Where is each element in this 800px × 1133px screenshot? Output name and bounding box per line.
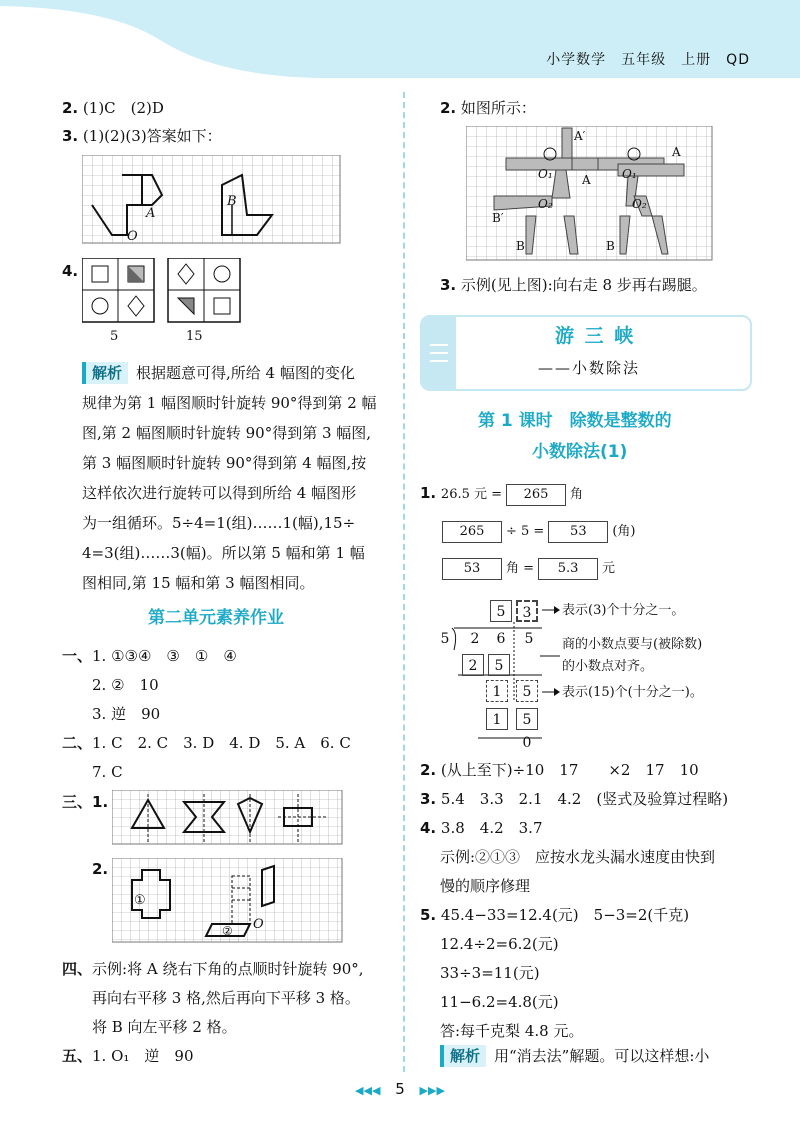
- div-sub2-1: 1: [486, 708, 508, 730]
- p2: 2. (从上至下)÷10 17 ×2 17 10: [420, 761, 699, 779]
- fig-label-o2-left: O₂: [538, 197, 553, 211]
- p1-box-265b: 265: [442, 521, 502, 543]
- p4-line-3: 慢的顺序修理: [440, 877, 531, 895]
- p5-line-2: 12.4÷2=6.2(元): [440, 935, 559, 953]
- right-analysis: 解析 用“消去法”解题。可以这样想:小: [440, 1045, 709, 1067]
- left-q4: 4.: [62, 262, 79, 280]
- long-division: [430, 598, 760, 751]
- footer-right-arrows: ▶▶▶: [419, 1084, 445, 1097]
- s3-q1-grid: [112, 790, 344, 850]
- s4-line-3: 将 B 向左平移 2 格。: [92, 1018, 237, 1036]
- div-sub1-2: 2: [462, 654, 484, 676]
- s4-line-1: 四、示例:将 A 绕右下角的点顺时针旋转 90°,: [62, 960, 364, 978]
- s1-line-2: 2. ② 10: [92, 676, 159, 694]
- title-box-tab: [422, 317, 456, 389]
- div-note-1: 表示(3)个十分之一。: [562, 603, 685, 618]
- lesson-main-title: 游 三 峡: [555, 325, 636, 347]
- fig-label-o1-left: O₁: [538, 167, 553, 181]
- lesson-sub-title: ——小数除法: [538, 359, 641, 377]
- page-header: [0, 0, 800, 80]
- div-dividend-5: 5: [524, 631, 534, 647]
- p1-box-5-3: 5.3: [538, 558, 598, 580]
- div-zero: 0: [522, 735, 532, 751]
- div-quotient-5: 5: [490, 600, 512, 622]
- s3-label-two: ②: [222, 924, 233, 938]
- left-analysis-line-5: 为一组循环。5÷4=1(组)……1(幅),15÷: [82, 514, 356, 532]
- header-title: 小学数学 五年级 上册 QD: [546, 52, 750, 68]
- fig-label-b-right: B: [606, 239, 615, 253]
- fig-label-o2-right: O₂: [632, 197, 647, 211]
- s2-line-1: 二、1. C 2. C 3. D 4. D 5. A 6. C: [62, 734, 351, 752]
- div-rem-1: 1: [486, 680, 508, 702]
- s5-line: 五、1. O₁ 逆 90: [62, 1047, 194, 1065]
- fig-label-b-prime: B′: [492, 211, 504, 225]
- p1-box-265: 265: [506, 484, 566, 506]
- s3-label-o: O: [253, 917, 264, 932]
- p1-row-3: 53 角 = 5.3 元: [438, 556, 615, 580]
- q4-label-15: 15: [186, 329, 203, 344]
- right-q3: 3. 示例(见上图):向右走 8 步再右踢腿。: [440, 276, 707, 294]
- section-title: 第二单元素养作业: [148, 608, 284, 628]
- fig-label-b-left: B: [516, 239, 525, 253]
- div-sub1-5: 5: [488, 654, 510, 676]
- s4-line-2: 再向右平移 3 格,然后再向下平移 3 格。: [92, 989, 360, 1007]
- left-q3: 3. (1)(2)(3)答案如下：: [62, 127, 222, 145]
- s3-line-2: 2.: [92, 860, 109, 878]
- column-divider: [403, 92, 405, 1072]
- p5-line-3: 33÷3=11(元): [440, 964, 540, 982]
- fig-label-a-right: A: [672, 145, 681, 159]
- right-q2-grid-figure: [466, 126, 714, 266]
- left-analysis-line-3: 第 3 幅图顺时针旋转 90°得到第 4 幅图,按: [82, 454, 367, 472]
- q3-label-a: A: [146, 206, 156, 221]
- q3-label-o: O: [127, 229, 138, 244]
- lesson-heading-line-1: 第 1 课时 除数是整数的: [478, 411, 672, 431]
- q4-figure: [82, 258, 242, 328]
- left-analysis-line-6: 4=3(组)……3(幅)。所以第 5 幅和第 1 幅: [82, 544, 365, 562]
- div-dividend-2: 2: [470, 631, 480, 647]
- left-analysis-line-7: 图相同,第 15 幅和第 3 幅图相同。: [82, 574, 315, 592]
- left-analysis-line-1: 规律为第 1 幅图顺时针旋转 90°得到第 2 幅: [82, 394, 377, 412]
- s3-q2-grid: [112, 858, 344, 948]
- s2-line-2: 7. C: [92, 763, 123, 781]
- q4-label-5: 5: [110, 329, 119, 344]
- left-analysis-line-0: 解析 根据题意可得,所给 4 幅图的变化: [82, 362, 355, 384]
- fig-label-a-prime: A′: [574, 129, 586, 143]
- left-q2: 2. (1)C (2)D: [62, 99, 164, 117]
- left-analysis-line-4: 这样依次进行旋转可以得到所给 4 幅图形: [82, 484, 357, 502]
- p4-line-2: 示例:②①③ 应按水龙头漏水速度由快到: [440, 848, 716, 866]
- fig-label-o1-right: O₁: [622, 167, 637, 181]
- p3: 3. 5.4 3.3 2.1 4.2 (竖式及验算过程略): [420, 790, 729, 808]
- left-analysis-line-2: 图,第 2 幅图顺时针旋转 90°得到第 3 幅图,: [82, 424, 372, 442]
- p1-row-2: 265 ÷ 5 = 53 (角): [438, 519, 635, 543]
- right-analysis-tag: 解析: [440, 1045, 486, 1067]
- s3-label-one: ①: [134, 893, 146, 908]
- footer-left-arrows: ◀◀◀: [355, 1084, 381, 1097]
- div-note-3: 的小数点对齐。: [562, 659, 654, 674]
- s3-line-1: 三、1.: [62, 793, 109, 811]
- div-note-4: 表示(15)个(十分之一)。: [562, 685, 703, 700]
- p5-line-5: 答:每千克梨 4.8 元。: [440, 1022, 584, 1040]
- div-rem-5: 5: [516, 680, 538, 702]
- p5: 5. 45.4−33=12.4(元) 5−3=2(千克): [420, 906, 690, 924]
- div-divisor: 5: [440, 631, 450, 647]
- div-dividend-6: 6: [496, 631, 506, 647]
- p5-line-4: 11−6.2=4.8(元): [440, 993, 559, 1011]
- div-quotient-3: 3: [516, 600, 538, 622]
- div-note-2: 商的小数点要与(被除数): [562, 637, 703, 652]
- page-number: 5: [395, 1080, 405, 1098]
- fig-label-a-center: A: [582, 173, 591, 187]
- p1-row-1: 1. 26.5 元 = 265 角: [420, 482, 583, 506]
- q3-grid-figure: [82, 155, 342, 249]
- div-sub2-5: 5: [516, 708, 538, 730]
- p1-box-53b: 53: [442, 558, 502, 580]
- p1-box-53: 53: [548, 521, 608, 543]
- analysis-tag: 解析: [82, 362, 128, 384]
- q3-label-b: B: [227, 194, 237, 209]
- s1-line-3: 3. 逆 90: [92, 705, 161, 723]
- lesson-heading-line-2: 小数除法(1): [532, 442, 628, 462]
- page-footer: [0, 1080, 800, 1098]
- right-q2: 2. 如图所示：: [440, 99, 536, 117]
- s1-line-1: 一、1. ①③④ ③ ① ④: [62, 647, 237, 665]
- p4: 4. 3.8 4.2 3.7: [420, 819, 543, 837]
